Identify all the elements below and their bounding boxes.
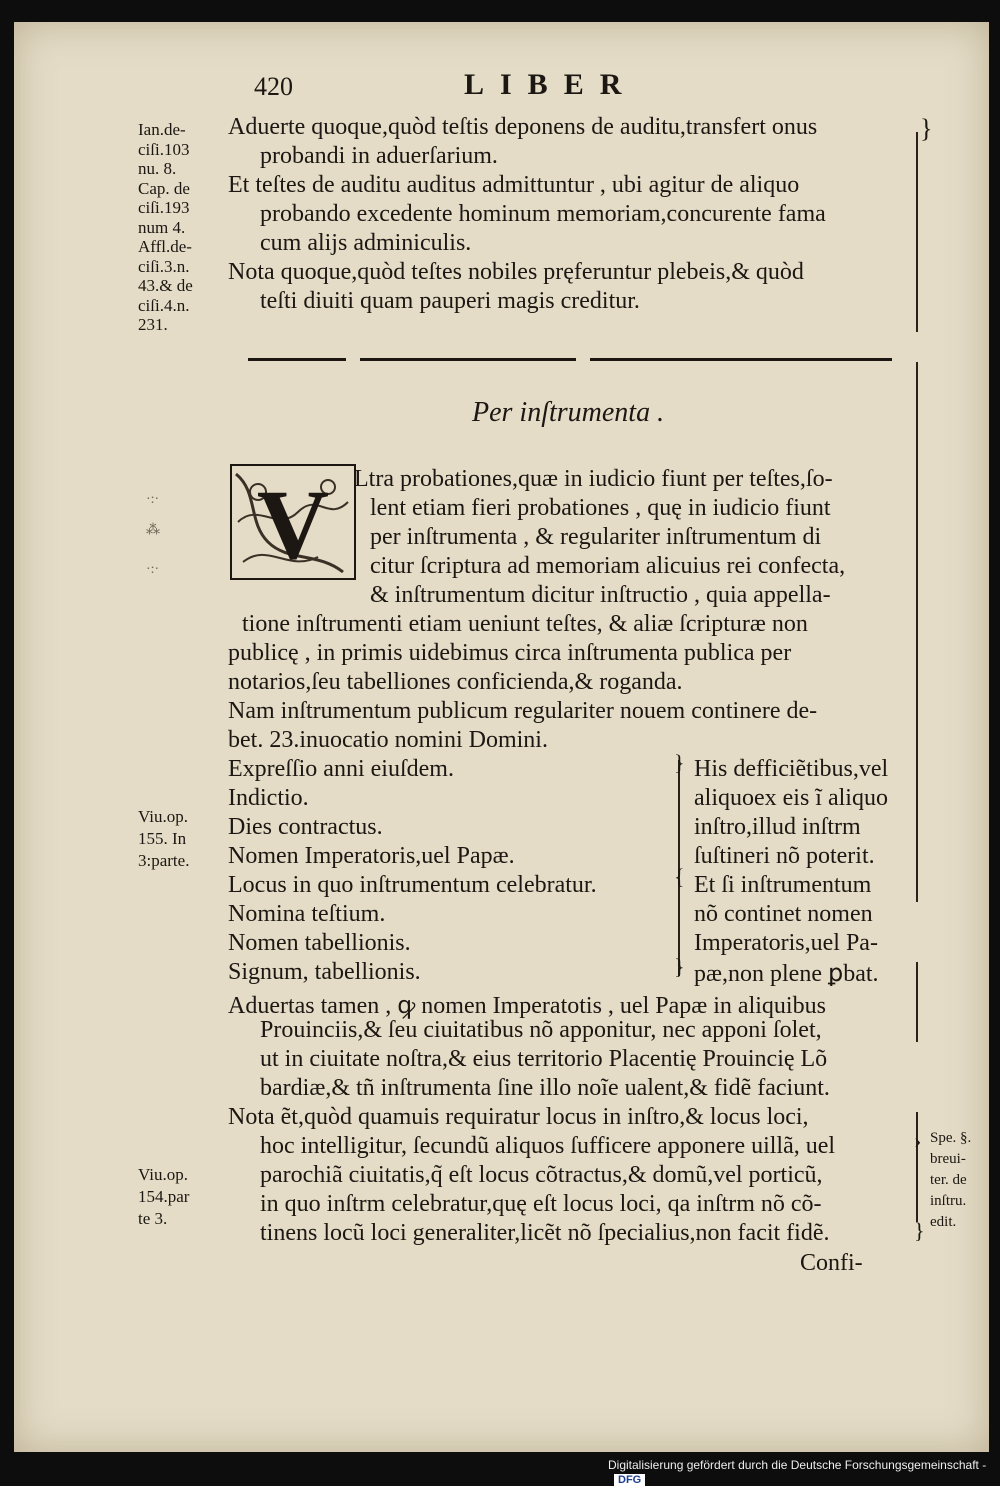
note-line: Cap. de xyxy=(138,178,190,198)
divider-rule xyxy=(590,358,892,361)
note-line: Imperatoris,uel Pa- xyxy=(694,930,878,956)
text-line: citur ſcriptura ad memoriam alicuius rei confecta, xyxy=(370,553,846,579)
divider-rule xyxy=(248,358,346,361)
page-number: 420 xyxy=(254,72,293,101)
text-line: tione inſtrumenti etiam ueniunt teſtes, & aliæ ſcripturæ non xyxy=(242,611,808,637)
text-line: publicę , in primis uidebimus circa inſtrumenta publica per xyxy=(228,640,792,666)
section-heading: Per inſtrumenta . xyxy=(472,397,665,428)
text-line: ut in ciuitate noſtra,& eius territorio Placentię Prouincię Lõ xyxy=(260,1046,828,1072)
text-line: probandi in aduerſarium. xyxy=(260,143,498,169)
list-item: Locus in quo inſtrumentum celebratur. xyxy=(228,872,597,898)
text-line: notarios,ſeu tabelliones conficienda,& roganda. xyxy=(228,669,683,695)
book-page xyxy=(14,22,989,1452)
note-line: His defficiẽtibus,vel xyxy=(694,756,889,782)
note-line: Affl.de- xyxy=(138,237,192,256)
text-line: Nam inſtrumentum publicum regulariter nouem continere de- xyxy=(228,698,818,724)
text-line: Nota ẽt,quòd quamuis requiratur locus in inſtro,& locus loci, xyxy=(228,1104,809,1130)
credit-text: Digitalisierung gefördert durch die Deutsche Forschungsgemeinschaft - xyxy=(608,1458,987,1472)
margin-note-mid xyxy=(138,806,189,872)
brace-icon: } xyxy=(920,114,933,143)
brace-icon: } xyxy=(914,1218,925,1243)
faint-mark: ·:· xyxy=(146,562,160,577)
note-line: inſtro,illud inſtrm xyxy=(694,814,861,840)
text-line: lent etiam fieri probationes , quę in iudicio fiunt xyxy=(370,495,831,521)
note-line: Spe. §. xyxy=(930,1130,972,1146)
text-line: Et teſtes de auditu auditus admittuntur , ubi agitur de aliquo xyxy=(228,172,800,198)
catchword: Confi- xyxy=(800,1250,863,1276)
faint-mark: ⁂ xyxy=(146,523,160,538)
note-line: num 4. xyxy=(138,217,186,237)
running-title: LIBER xyxy=(464,68,638,101)
text-line: tinens locũ loci generaliter,licẽt nõ ſpecialius,non facit fidẽ. xyxy=(260,1220,830,1246)
note-line: 3:parte. xyxy=(138,851,190,870)
list-item: Expreſſio anni eiuſdem. xyxy=(228,756,454,782)
note-line: aliquoex eis ĩ aliquo xyxy=(694,785,888,811)
margin-note-bottom xyxy=(138,1164,189,1230)
text-line: Nota quoque,quòd teſtes nobiles pręferuntur plebeis,& quòd xyxy=(228,259,804,285)
note-line: Viu.op. xyxy=(138,807,188,826)
brace-icon: } xyxy=(674,954,685,979)
text-line: hoc intelligitur, ſecundũ aliquos ſufficere apponere uillã, uel xyxy=(260,1133,836,1159)
brace-icon: › xyxy=(914,1128,922,1153)
list-item: Dies contractus. xyxy=(228,814,383,840)
note-line: edit. xyxy=(930,1214,957,1230)
margin-rule xyxy=(916,132,918,332)
margin-rule xyxy=(916,362,918,902)
note-line: Et ſi inſtrumentum xyxy=(694,872,872,898)
note-line: ciſi.193 xyxy=(138,198,190,217)
text-line: & inſtrumentum dicitur inſtructio , quia appella- xyxy=(370,582,831,608)
note-line: pæ,non plene ꝑbat. xyxy=(694,961,879,987)
margin-note-top xyxy=(138,120,193,335)
text-line: Ltra probationes,quæ in iudicio fiunt per teſtes,ſo- xyxy=(354,466,833,492)
note-line: te 3. xyxy=(138,1209,168,1228)
text-line: per inſtrumenta , & regulariter inſtrumentum di xyxy=(370,524,822,550)
text-line: Aduerte quoque,quòd teſtis deponens de auditu,transfert onus xyxy=(228,114,818,140)
text-line: teſti diuiti quam pauperi magis creditur. xyxy=(260,288,640,314)
dfg-logo-icon: DFG xyxy=(614,1474,645,1486)
text-line: parochiã ciuitatis,q̃ eſt locus cõtractus,& domũ,vel porticũ, xyxy=(260,1162,823,1188)
note-line: 155. In xyxy=(138,829,187,848)
digitization-credit xyxy=(608,1458,1000,1486)
divider-rule xyxy=(360,358,576,361)
list-item: Signum, tabellionis. xyxy=(228,959,421,985)
text-line: in quo inſtrm celebratur,quę eſt locus loci, qa inſtrm nõ cõ- xyxy=(260,1191,822,1217)
faint-mark: ·:· xyxy=(146,492,160,507)
margin-rule xyxy=(916,962,918,1042)
note-line: breui- xyxy=(930,1151,966,1167)
text-line: Prouinciis,& ſeu ciuitatibus nõ apponitur, nec apponi ſolet, xyxy=(260,1017,822,1043)
note-line: inſtru. xyxy=(930,1193,967,1209)
text-line: bardiæ,& tñ inſtrumenta ſine illo noĩe ualent,& fidẽ faciunt. xyxy=(260,1075,830,1101)
text-line: Aduertas tamen , ꝙ nomen Imperatotis , uel Papæ in aliquibus xyxy=(228,993,826,1019)
note-line: ciſi.3.n. xyxy=(138,256,190,276)
note-line: nõ continet nomen xyxy=(694,901,873,927)
note-line: 154.par xyxy=(138,1187,190,1206)
note-line: Viu.op. xyxy=(138,1165,188,1184)
text-line: bet. 23.inuocatio nomini Domini. xyxy=(228,727,548,753)
text-line: probando excedente hominum memoriam,concurente fama xyxy=(260,201,826,227)
page-header xyxy=(14,64,989,104)
initial-letter: V xyxy=(256,469,330,580)
list-item: Nomen tabellionis. xyxy=(228,930,411,956)
brace-icon: { xyxy=(674,864,685,889)
list-item: Nomen Imperatoris,uel Papæ. xyxy=(228,843,515,869)
note-line: ter. de xyxy=(930,1172,967,1188)
note-line: nu. 8. xyxy=(138,159,177,178)
margin-note-right xyxy=(930,1128,971,1233)
note-line: 231. xyxy=(138,315,168,334)
note-line: ciſi.4.n. xyxy=(138,295,190,315)
list-item: Indictio. xyxy=(228,785,309,811)
note-line: ciſi.103 xyxy=(138,139,190,159)
list-item: Nomina teſtium. xyxy=(228,901,386,927)
note-line: 43.& de xyxy=(138,276,193,295)
note-line: ſuſtineri nõ poterit. xyxy=(694,843,875,869)
note-line: Ian.de- xyxy=(138,120,186,139)
decorated-initial xyxy=(228,462,358,582)
brace-icon: } xyxy=(674,750,685,775)
text-line: cum alijs adminiculis. xyxy=(260,230,472,256)
